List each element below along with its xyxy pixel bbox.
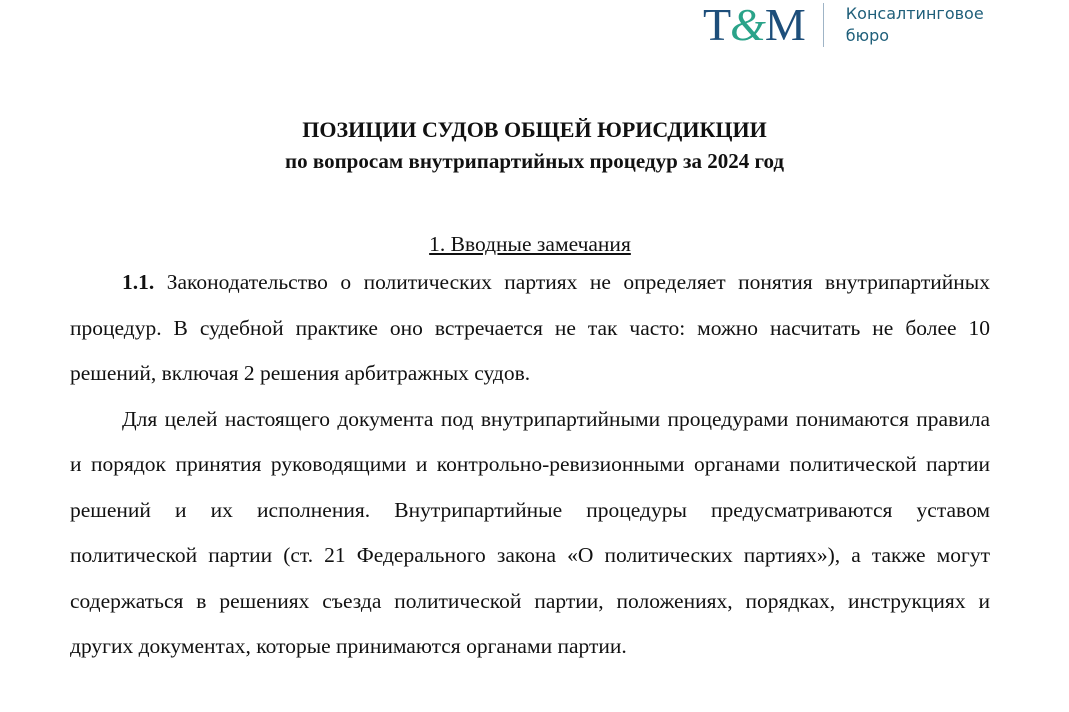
paragraph-1-1 [70,260,990,397]
document-title [0,114,1069,176]
logo-ampersand: & [730,0,765,50]
logo-mark [703,2,805,48]
paragraph-2: Для целей настоящего документа под внутрипартийными процедурами понимаются правила и порядок принятия руководящими и контрольно-ревизионными органами политической партии решений и их исполнения. Внутрипартийные процедуры предусматриваются уставом политической партии (ст. 21 Федерального закона «О политических партиях»), а также могут содержаться в решениях съезда политической партии, положениях, порядках, инструкциях и других документах, которые принимаются органами партии. [70,406,990,658]
logo-divider [823,3,824,47]
document-body [70,228,990,670]
company-logo [703,2,984,48]
logo-letter-t: T [703,0,731,50]
logo-letter-m: M [764,0,805,50]
paragraph-number: 1.1. [122,270,155,294]
title-line2: по вопросам внутрипартийных процедур за 2024 год [285,149,784,173]
logo-caption-line2: бюро [845,26,890,45]
section-heading: 1. Вводные замечания [429,232,631,256]
title-line1: ПОЗИЦИИ СУДОВ ОБЩЕЙ ЮРИСДИКЦИИ [302,117,767,142]
paragraph-1-1-text: Законодательство о политических партиях не определяет понятия внутрипартийных процедур. В судебной практике оно встречается не так часто: можно насчитать не более 10 решений, включая 2 решения арбитражных судов. [70,270,991,385]
logo-caption-line1: Консалтинговое [845,4,984,23]
logo-caption [846,3,984,47]
